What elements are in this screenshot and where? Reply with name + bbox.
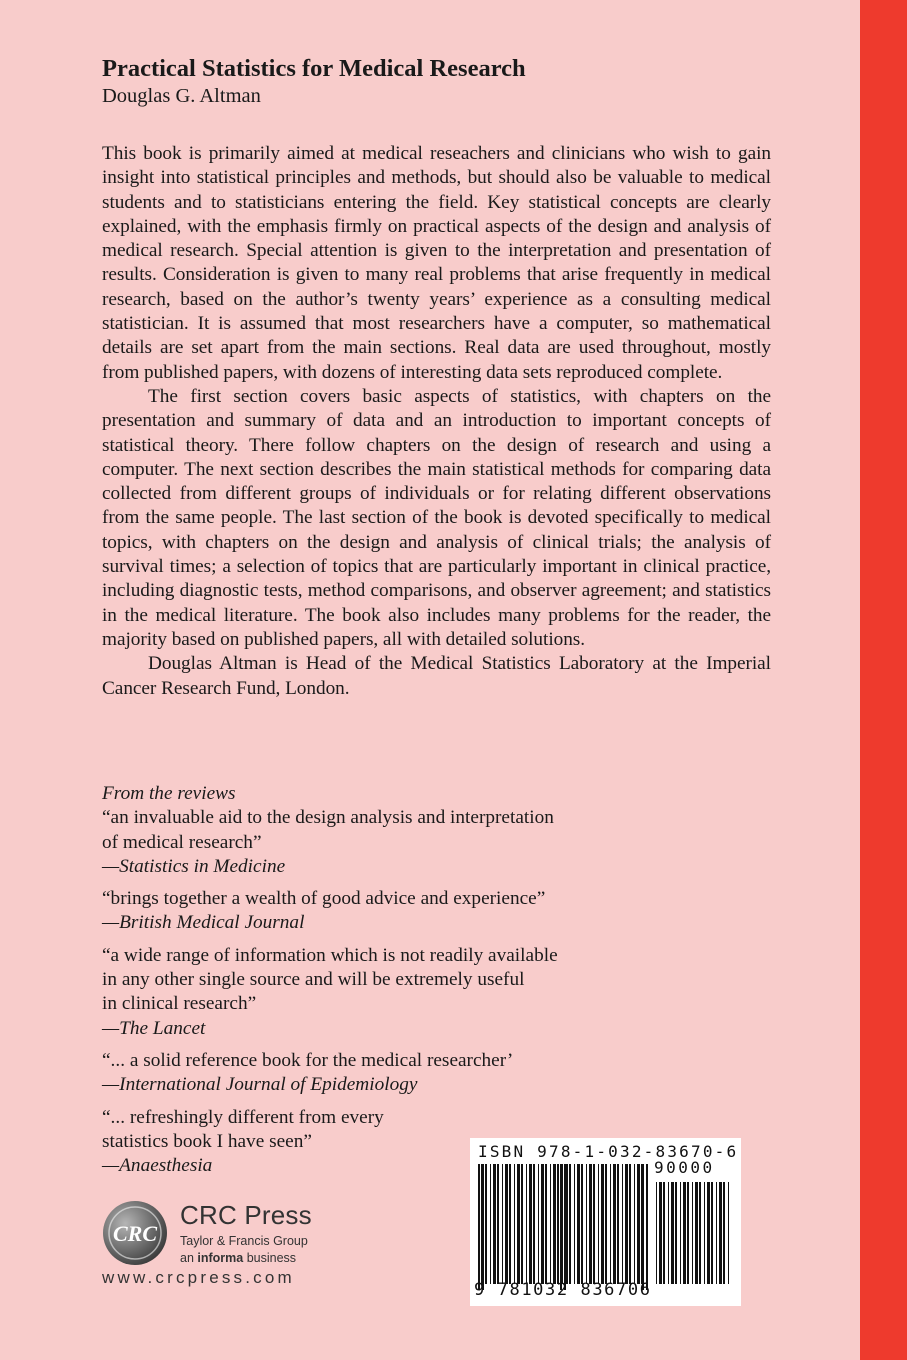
barcode-bar (668, 1182, 669, 1284)
review-item (102, 806, 642, 879)
barcode-bar (687, 1182, 689, 1284)
review-item (102, 887, 642, 936)
barcode-bar (605, 1164, 607, 1284)
barcode-bar (502, 1164, 503, 1284)
isbn-barcode (470, 1138, 741, 1306)
barcode-bar (695, 1182, 698, 1284)
description-paragraph: This book is primarily aimed at medical reseachers and clinicians who wish to gain insight into statistical principles and methods, but should also be valuable to medical students and to statisticians entering the field. Key statistical concepts are clearly explained, with the emphasis firmly on practical aspects of the design and analysis of medical research. Special attention is given to the interpretation and presentation of results. Consideration is given to many real problems that arise frequently in medical research, based on the author’s twenty years’ experience as a consulting medical statistician. It is assumed that most researchers have a computer, so mathematical details are set apart from the main sections. Real data are used throughout, mostly from published papers, with dozens of interesting data sets reproduced complete. (102, 143, 771, 383)
barcode-bar (589, 1164, 592, 1284)
book-description (102, 142, 771, 701)
publisher-name: CRC Press (180, 1200, 312, 1230)
barcode-bar (692, 1182, 693, 1284)
barcode-bar (675, 1182, 677, 1284)
price-code: 90000 (654, 1158, 715, 1177)
barcode-bar (634, 1164, 635, 1284)
barcode-guard-bar (478, 1164, 480, 1290)
barcode-bar (671, 1182, 674, 1284)
barcode-bar (485, 1164, 487, 1284)
barcode-bar (629, 1164, 631, 1284)
barcode-bar (562, 1164, 563, 1284)
barcode-bar (586, 1164, 587, 1284)
barcode-bar (521, 1164, 523, 1284)
reviews-section (102, 782, 642, 1186)
ean-digits: 9 781032 836706 (474, 1280, 652, 1300)
barcode-bar (699, 1182, 701, 1284)
barcode-bar (569, 1164, 571, 1284)
barcode-bar (622, 1164, 623, 1284)
barcode-guard-bar (646, 1164, 648, 1290)
barcode-guard-bar (482, 1164, 484, 1290)
description-paragraph: The first section covers basic aspects of statistics, with chapters on the presentation and summary of data and an introduction to important concepts of statistical theory. There follow chapters on the design of research and using a computer. The next section describes the main statistical methods for comparing data collected from different groups of individuals or for relating different observations from the same people. The last section of the book is devoted specifically to medical topics, with chapters on the design and analysis of clinical trials; the analysis of survival times; a selection of topics that are particularly important in clinical practice, including diagnostic tests, method comparisons, and observer agreement; and statistics in the medical literature. The book also includes many problems for the reader, the majority based on published papers, all with detailed solutions. (102, 385, 771, 650)
barcode-bar (593, 1164, 595, 1284)
badge-text: CRC (112, 1221, 158, 1246)
barcode-bar (545, 1164, 547, 1284)
barcode-guard-bar (560, 1164, 562, 1290)
book-author: Douglas G. Altman (102, 85, 261, 107)
barcode-bar (493, 1164, 496, 1284)
barcode-bar (598, 1164, 599, 1284)
barcode-bar (529, 1164, 532, 1284)
barcode-bar (663, 1182, 665, 1284)
barcode-bar (490, 1164, 491, 1284)
barcode-bar (557, 1164, 559, 1284)
barcode-bar (577, 1164, 580, 1284)
barcode-bar (613, 1164, 616, 1284)
review-quote: “... a solid reference book for the medical researcher’ (102, 1049, 514, 1071)
review-item (102, 944, 642, 1041)
barcode-bar (704, 1182, 705, 1284)
title-block (102, 55, 772, 109)
barcode-bar (533, 1164, 535, 1284)
review-quote: “brings together a wealth of good advice and experience” (102, 888, 546, 910)
barcode-bar (680, 1182, 681, 1284)
barcode-bar (550, 1164, 551, 1284)
book-title: Practical Statistics for Medical Research (102, 55, 526, 82)
barcode-bar (728, 1182, 729, 1284)
barcode-bar (637, 1164, 640, 1284)
barcode-bar (659, 1182, 662, 1284)
review-source: —Statistics in Medicine (102, 855, 286, 877)
review-source: —International Journal of Epidemiology (102, 1074, 418, 1096)
review-source: —The Lancet (102, 1017, 206, 1039)
barcode-bar (581, 1164, 583, 1284)
barcode-bar (723, 1182, 725, 1284)
author-bio: Douglas Altman is Head of the Medical Statistics Laboratory at the Imperial Cancer Research Fund, London. (102, 653, 771, 699)
barcode-bar (509, 1164, 511, 1284)
barcode-bar (707, 1182, 710, 1284)
publisher-group: Taylor & Francis Group (180, 1234, 308, 1248)
barcode-guard-bar (564, 1164, 566, 1290)
review-quote: “an invaluable aid to the design analysis and interpretation of medical research” (102, 807, 554, 853)
review-quote: “... refreshingly different from every statistics book I have seen” (102, 1106, 384, 1152)
barcode-bar (625, 1164, 628, 1284)
barcode-bar (719, 1182, 722, 1284)
review-source: —Anaesthesia (102, 1155, 213, 1177)
isbn-label: ISBN 978-1-032-83670-6 (478, 1142, 739, 1161)
barcode-bar (541, 1164, 544, 1284)
barcode-bar (617, 1164, 619, 1284)
barcode-bar (514, 1164, 515, 1284)
crc-badge-icon (102, 1200, 168, 1266)
review-source: —British Medical Journal (102, 912, 305, 934)
review-quote: “a wide range of information which is not readily available in any other single source and will be extremely useful in clinical research” (102, 944, 558, 1015)
spine-stripe (860, 0, 907, 1360)
barcode-bar (683, 1182, 686, 1284)
barcode-bar (656, 1182, 657, 1284)
barcode-guard-bar (642, 1164, 644, 1290)
barcode-bar (716, 1182, 717, 1284)
review-item (102, 1049, 642, 1098)
publisher-business: an informa business (180, 1251, 297, 1265)
reviews-heading: From the reviews (102, 783, 236, 804)
barcode-bar (526, 1164, 527, 1284)
publisher-logo (102, 1200, 402, 1290)
barcode-bar (574, 1164, 575, 1284)
barcode-bar (538, 1164, 539, 1284)
barcode-bar (497, 1164, 499, 1284)
barcode-bar (601, 1164, 604, 1284)
barcode-bar (610, 1164, 611, 1284)
barcode-bar (505, 1164, 508, 1284)
barcode-bar (553, 1164, 556, 1284)
publisher-website: www.crcpress.com (102, 1268, 295, 1287)
barcode-bar (711, 1182, 713, 1284)
barcode-bar (517, 1164, 520, 1284)
